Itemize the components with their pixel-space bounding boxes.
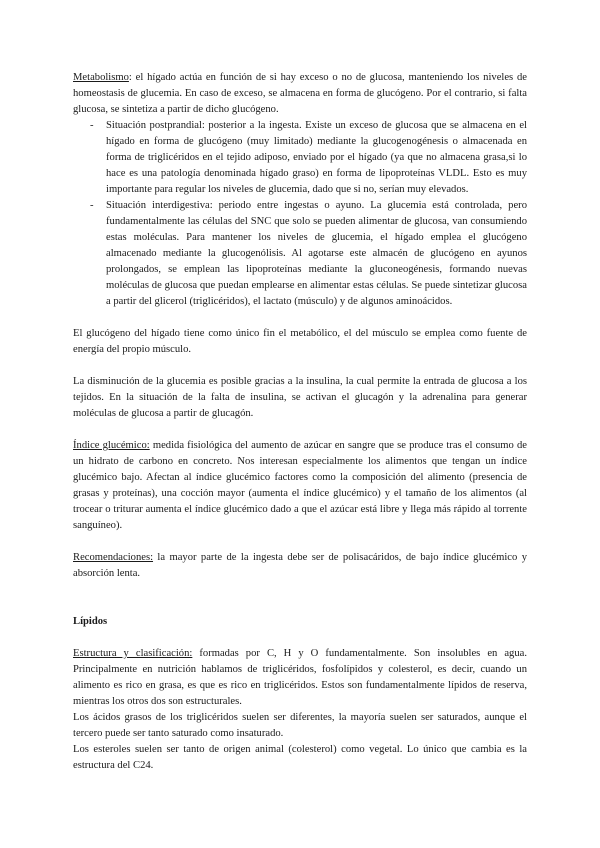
indice-glucemico-heading: Índice glucémico: (73, 440, 150, 451)
metabolismo-text: : el hígado actúa en función de si hay exceso o no de glucosa, manteniendo los niveles de homeostasis de glucemia. En caso de exceso, se almacena en forma de glucógeno. Por el contrario, si falta glucosa, se sintetiza a partir de dicho glucógeno. (73, 72, 527, 115)
list-item-postprandial: - Situación postprandial: posterior a la ingesta. Existe un exceso de glucosa que se almacena en el hígado en forma de glucógeno (muy limitado) mediante la glucogenogénesis o almacenada en forma de triglicéridos en el tejido adiposo, enviado por el hígado (ya que no almacena grasa,si lo hace es una patología denominada hígado graso) en forma de lipoproteínas VLDL. Esto es muy importante para regular los niveles de glucemia, dado que si no, serían muy elevados. (106, 118, 527, 198)
document-content (73, 70, 527, 774)
indice-glucemico-paragraph (73, 438, 527, 534)
esteroles-paragraph: Los esteroles suelen ser tanto de origen animal (colesterol) como vegetal. Lo único que cambia es la estructura del C24. (73, 744, 527, 771)
estructura-text: formadas por C, H y O fundamentalmente. Son insolubles en agua. Principalmente en nutrición hablamos de triglicéridos, fosfolípidos y colesterol, es decir, cuando un alimento es rico en grasa, es que es rico en triglicéridos. Estos son fundamentalmente lípidos de reserva, mientras los otros dos son estructurales. (73, 648, 527, 707)
metabolismo-paragraph (73, 70, 527, 118)
indice-glucemico-text: medida fisiológica del aumento de azúcar en sangre que se produce tras el consumo de un hidrato de carbono en concreto. Nos interesan especialmente los alimentos que tengan un índice glucémico bajo. Afectan al índice glucémico factores como la composición del alimento (presencia de grasas y proteínas), una cocción mayor (aumenta el índice glucémico) y el tamaño de los alimentos (al trocear o triturar aumenta el índice glucémico dado a que el azúcar está libre y llega más rápido al torrente sanguíneo). (73, 440, 527, 531)
list-item-interdigestiva: - Situación interdigestiva: periodo entre ingestas o ayuno. La glucemia está controlada, pero fundamentalmente las células del SNC que solo se pueden alimentar de glucosa, van consumiendo estas moléculas. Para mantener los niveles de glucemia, el hígado emplea el glucógeno almacenado mediante la glucogenólisis. Al agotarse este almacén de glucógeno en ayunos prolongados, se emplean las lipoproteínas mediante la gluconeogénesis, formando nuevas moléculas de glucosa que puedan emplearse en alimentar estas células. Se puede sintetizar glucosa a partir del glicerol (triglicéridos), el lactato (músculo) y de algunos aminoácidos. (106, 198, 527, 310)
estructura-heading: Estructura y clasificación: (73, 648, 193, 659)
metabolismo-heading: Metabolismo (73, 72, 129, 83)
glucogeno-paragraph: El glucógeno del hígado tiene como único fin el metabólico, el del músculo se emplea como fuente de energía del propio músculo. (73, 328, 527, 355)
recomendaciones-paragraph (73, 550, 527, 582)
recomendaciones-text: la mayor parte de la ingesta debe ser de polisacáridos, de bajo índice glucémico y absorción lenta. (73, 552, 527, 579)
insulina-paragraph: La disminución de la glucemia es posible gracias a la insulina, la cual permite la entrada de glucosa a los tejidos. En la situación de la falta de insulina, se activan el glucagón y la adrenalina para generar moléculas de glucosa a partir de glucagón. (73, 376, 527, 419)
lipidos-title: Lípidos (73, 616, 108, 627)
metabolismo-list (73, 118, 527, 310)
recomendaciones-heading: Recomendaciones: (73, 552, 154, 563)
acidos-grasos-paragraph: Los ácidos grasos de los triglicéridos suelen ser diferentes, la mayoría suelen ser saturados, aunque el tercero puede ser tanto saturado como insaturado. (73, 712, 527, 739)
estructura-paragraph (73, 646, 527, 710)
